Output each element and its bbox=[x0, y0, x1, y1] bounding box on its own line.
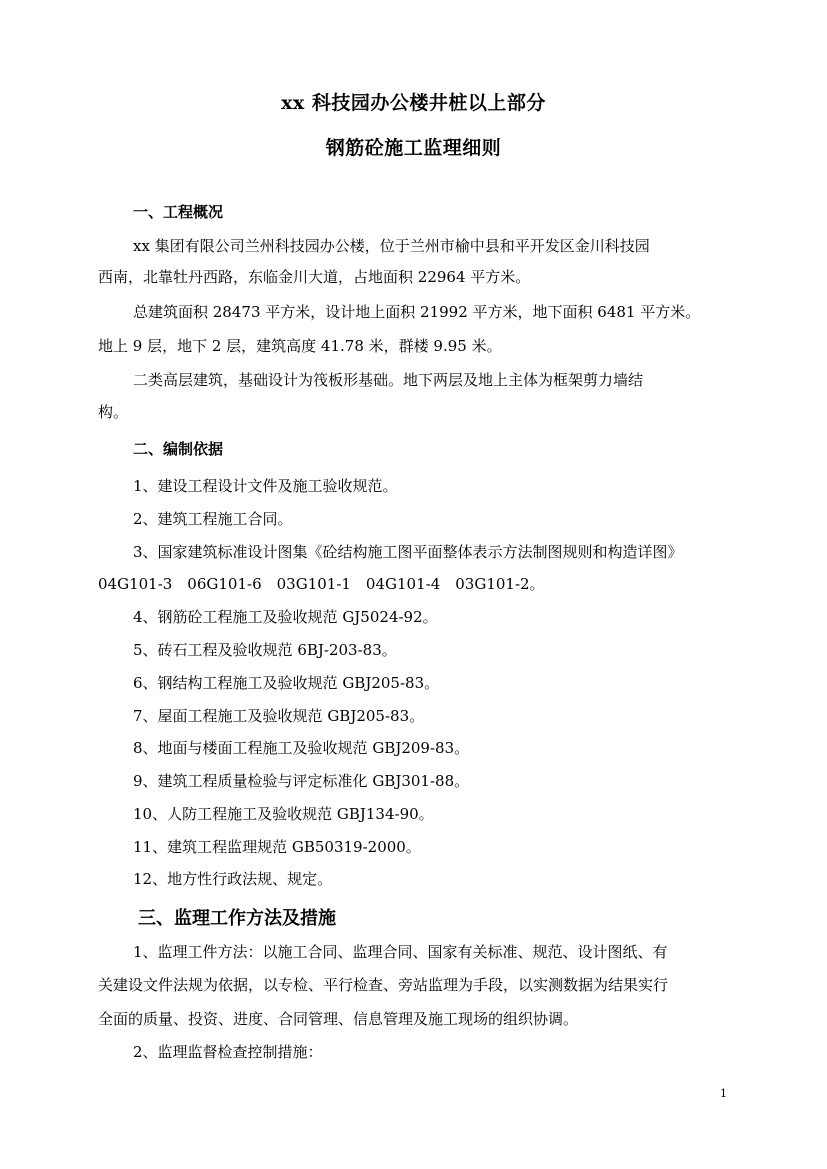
page-number: 1 bbox=[720, 1087, 727, 1100]
paragraph-line: 地上 9 层，地下 2 层，建筑高度 41.78 米，群楼 9.95 米。 bbox=[98, 337, 502, 355]
list-item: 10、人防工程施工及验收规范 GBJ134-90。 bbox=[133, 805, 434, 823]
paragraph-line: 2、监理监督检查控制措施： bbox=[133, 1043, 323, 1061]
list-item: 04G101-3 06G101-6 03G101-1 04G101-4 03G101-2。 bbox=[98, 575, 545, 593]
list-item: 5、砖石工程及验收规范 6BJ-203-83。 bbox=[133, 641, 397, 659]
list-item: 4、钢筋砼工程施工及验收规范 GJ5024-92。 bbox=[133, 608, 438, 626]
list-item: 11、建筑工程监理规范 GB50319-2000。 bbox=[133, 838, 421, 856]
section-heading-basis: 二、编制依据 bbox=[133, 440, 224, 458]
list-item: 1、建设工程设计文件及施工验收规范。 bbox=[133, 477, 398, 495]
paragraph-line: 关建设文件法规为依据，以专检、平行检查、旁站监理为手段，以实测数据为结果实行 bbox=[98, 976, 669, 994]
paragraph-line: 总建筑面积 28473 平方米，设计地上面积 21992 平方米，地下面积 6481 平方米。 bbox=[133, 303, 701, 321]
section-heading-methods: 三、监理工作方法及措施 bbox=[138, 908, 336, 929]
document-title-line2: 钢筋砼施工监理细则 bbox=[325, 137, 502, 159]
section-heading-overview: 一、工程概况 bbox=[133, 203, 224, 221]
list-item: 8、地面与楼面工程施工及验收规范 GBJ209-83。 bbox=[133, 739, 470, 757]
paragraph-line: 二类高层建筑，基础设计为筏板形基础。地下两层及地上主体为框架剪力墙结 bbox=[133, 371, 644, 389]
paragraph-line: 西南，北靠牡丹西路，东临金川大道，占地面积 22964 平方米。 bbox=[98, 268, 531, 286]
document-title-line1: xx 科技园办公楼井桩以上部分 bbox=[281, 92, 546, 114]
list-item: 6、钢结构工程施工及验收规范 GBJ205-83。 bbox=[133, 674, 440, 692]
paragraph-line: 构。 bbox=[98, 403, 129, 421]
paragraph-line: 全面的质量、投资、进度、合同管理、信息管理及施工现场的组织协调。 bbox=[98, 1010, 579, 1028]
paragraph-line: xx 集团有限公司兰州科技园办公楼，位于兰州市榆中县和平开发区金川科技园 bbox=[133, 237, 650, 255]
list-item: 2、建筑工程施工合同。 bbox=[133, 510, 293, 528]
paragraph-line: 1、监理工件方法：以施工合同、监理合同、国家有关标准、规范、设计图纸、有 bbox=[133, 943, 668, 961]
list-item: 7、屋面工程施工及验收规范 GBJ205-83。 bbox=[133, 707, 425, 725]
list-item: 12、地方性行政法规、规定。 bbox=[133, 870, 333, 888]
list-item: 3、国家建筑标准设计图集《砼结构施工图平面整体表示方法制图规则和构造详图》 bbox=[133, 543, 683, 561]
list-item: 9、建筑工程质量检验与评定标准化 GBJ301-88。 bbox=[133, 772, 470, 790]
